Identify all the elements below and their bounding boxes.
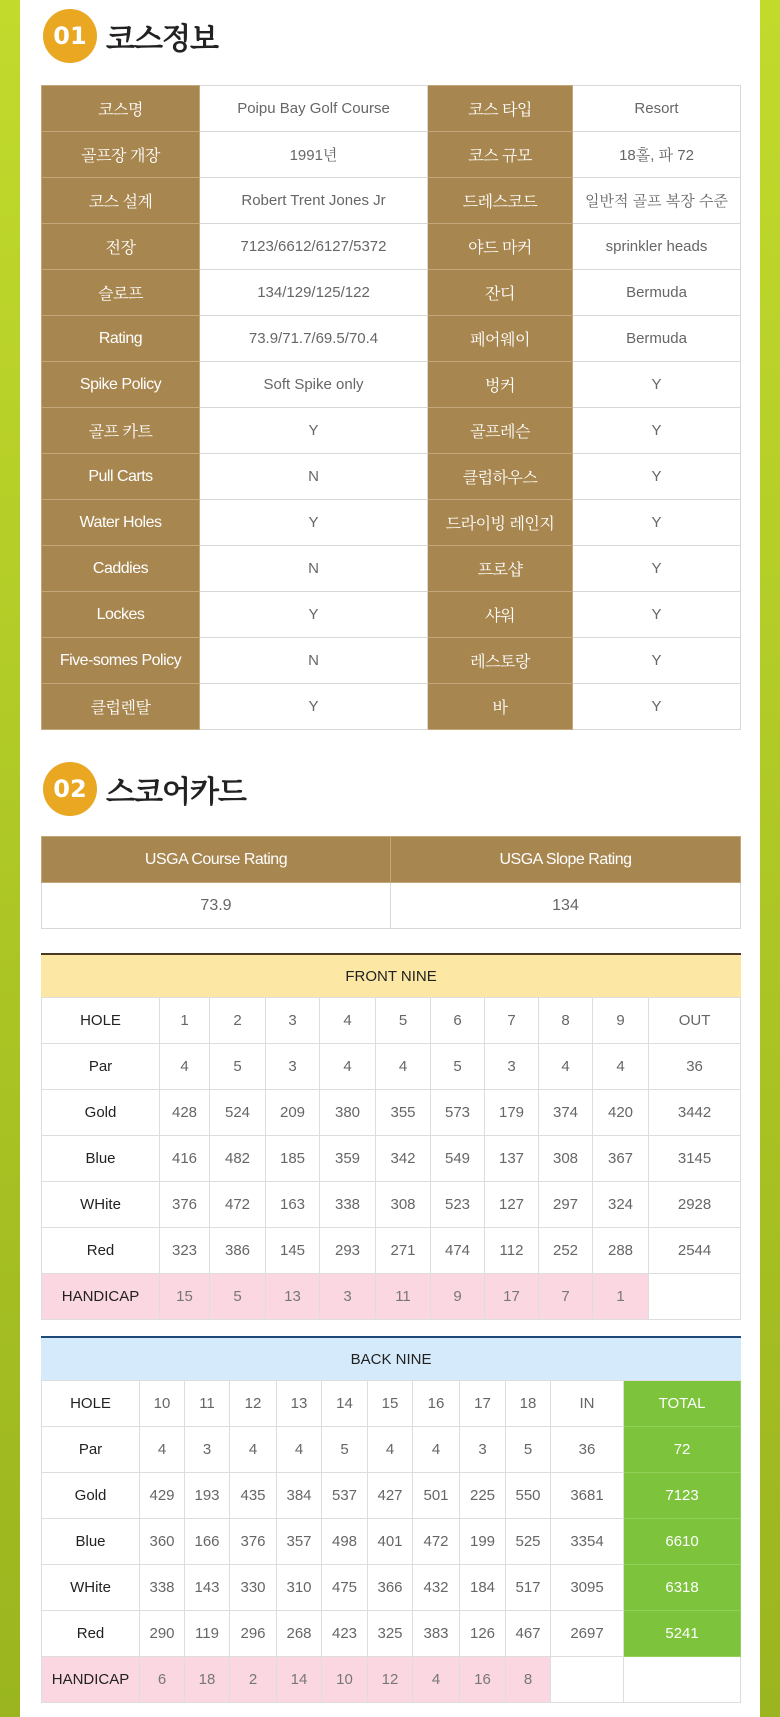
score-cell: TOTAL	[624, 1381, 741, 1427]
tee-row	[42, 1136, 741, 1182]
score-cell: 36	[649, 1044, 741, 1090]
row-label: Par	[42, 1427, 140, 1473]
score-cell: 360	[140, 1519, 185, 1565]
row-label: Gold	[42, 1473, 140, 1519]
score-cell: 429	[140, 1473, 185, 1519]
info-value: N	[200, 638, 428, 684]
info-label: 벙커	[428, 362, 573, 408]
course-info-table	[41, 85, 741, 730]
score-cell: 386	[210, 1228, 266, 1274]
back-nine-table	[41, 1336, 741, 1703]
info-label: 드레스코드	[428, 178, 573, 224]
course-info-title: 코스정보	[106, 22, 218, 57]
tee-row	[42, 1090, 741, 1136]
score-cell: 5	[210, 1274, 266, 1320]
info-value: N	[200, 546, 428, 592]
info-value: Y	[573, 500, 741, 546]
score-cell: 15	[160, 1274, 210, 1320]
row-label: HANDICAP	[42, 1274, 160, 1320]
info-value: Y	[573, 592, 741, 638]
info-label: 잔디	[428, 270, 573, 316]
score-cell: 4	[160, 1044, 210, 1090]
score-cell: 401	[368, 1519, 413, 1565]
score-cell: 376	[230, 1519, 277, 1565]
score-cell: 5	[431, 1044, 485, 1090]
score-cell: 366	[368, 1565, 413, 1611]
info-row	[42, 638, 741, 684]
info-value: Bermuda	[573, 316, 741, 362]
score-cell: 4	[413, 1427, 460, 1473]
score-cell: 324	[593, 1182, 649, 1228]
score-cell: 4	[376, 1044, 431, 1090]
score-cell: 185	[266, 1136, 320, 1182]
score-cell: 3	[320, 1274, 376, 1320]
score-cell: 13	[277, 1381, 322, 1427]
page-content	[20, 0, 760, 1717]
info-label: 골프레슨	[428, 408, 573, 454]
tee-row	[42, 1565, 741, 1611]
info-row	[42, 500, 741, 546]
score-cell: 8	[539, 998, 593, 1044]
score-cell: 4	[230, 1427, 277, 1473]
score-cell: 1	[593, 1274, 649, 1320]
score-cell: 252	[539, 1228, 593, 1274]
info-label: 야드 마커	[428, 224, 573, 270]
score-cell: 13	[266, 1274, 320, 1320]
score-cell: 18	[506, 1381, 551, 1427]
info-value: 7123/6612/6127/5372	[200, 224, 428, 270]
score-cell: 137	[485, 1136, 539, 1182]
score-cell: 517	[506, 1565, 551, 1611]
info-label: 골프 카트	[42, 408, 200, 454]
score-cell: 376	[160, 1182, 210, 1228]
score-cell: 14	[277, 1657, 322, 1703]
info-label: Caddies	[42, 546, 200, 592]
tee-row	[42, 1228, 741, 1274]
info-label: 드라이빙 레인지	[428, 500, 573, 546]
scorecard-header	[43, 761, 246, 817]
info-value: sprinkler heads	[573, 224, 741, 270]
score-cell: OUT	[649, 998, 741, 1044]
score-cell: 338	[320, 1182, 376, 1228]
score-cell: 325	[368, 1611, 413, 1657]
score-cell: 525	[506, 1519, 551, 1565]
score-cell: 3	[266, 1044, 320, 1090]
tee-row	[42, 1519, 741, 1565]
score-cell: 3	[266, 998, 320, 1044]
info-row	[42, 592, 741, 638]
score-cell: 4	[140, 1427, 185, 1473]
hole-header-row	[42, 998, 741, 1044]
info-row	[42, 684, 741, 730]
score-cell: 1	[160, 998, 210, 1044]
score-cell: 308	[376, 1182, 431, 1228]
score-cell: 323	[160, 1228, 210, 1274]
row-label: Blue	[42, 1136, 160, 1182]
score-cell: 5	[322, 1427, 368, 1473]
score-cell: 16	[413, 1381, 460, 1427]
score-cell: 5	[506, 1427, 551, 1473]
row-label: WHite	[42, 1565, 140, 1611]
score-cell: 166	[185, 1519, 230, 1565]
info-label: 골프장 개장	[42, 132, 200, 178]
score-cell: 5	[210, 1044, 266, 1090]
info-label: Pull Carts	[42, 454, 200, 500]
score-cell: 288	[593, 1228, 649, 1274]
info-value: 18홀, 파 72	[573, 132, 741, 178]
score-cell: 524	[210, 1090, 266, 1136]
score-cell: 474	[431, 1228, 485, 1274]
handicap-row	[42, 1657, 741, 1703]
info-row	[42, 546, 741, 592]
tee-row	[42, 1427, 741, 1473]
score-cell: 4	[413, 1657, 460, 1703]
info-value: Poipu Bay Golf Course	[200, 86, 428, 132]
row-label: WHite	[42, 1182, 160, 1228]
score-cell: 193	[185, 1473, 230, 1519]
info-value: Robert Trent Jones Jr	[200, 178, 428, 224]
score-cell: 199	[460, 1519, 506, 1565]
score-cell: 6610	[624, 1519, 741, 1565]
scorecard-title: 스코어카드	[106, 775, 246, 810]
score-cell: 482	[210, 1136, 266, 1182]
score-cell: 18	[185, 1657, 230, 1703]
score-cell: 179	[485, 1090, 539, 1136]
score-cell: 573	[431, 1090, 485, 1136]
score-cell: 427	[368, 1473, 413, 1519]
hole-header-row	[42, 1381, 741, 1427]
score-cell: 143	[185, 1565, 230, 1611]
info-label: Rating	[42, 316, 200, 362]
score-cell: 467	[506, 1611, 551, 1657]
score-cell: 549	[431, 1136, 485, 1182]
info-label: Spike Policy	[42, 362, 200, 408]
score-cell: 330	[230, 1565, 277, 1611]
score-cell: 9	[593, 998, 649, 1044]
usga-rating-table	[41, 836, 741, 929]
score-cell	[624, 1657, 741, 1703]
score-cell: 537	[322, 1473, 368, 1519]
info-value: Y	[573, 408, 741, 454]
score-cell: 17	[485, 1274, 539, 1320]
score-cell: 14	[322, 1381, 368, 1427]
info-value: 134/129/125/122	[200, 270, 428, 316]
info-value: Y	[200, 592, 428, 638]
score-cell: 163	[266, 1182, 320, 1228]
score-cell: 2697	[551, 1611, 624, 1657]
score-cell: 420	[593, 1090, 649, 1136]
score-cell: 310	[277, 1565, 322, 1611]
usga-course-rating-value: 73.9	[42, 883, 391, 929]
score-cell: 359	[320, 1136, 376, 1182]
info-label: 바	[428, 684, 573, 730]
row-label: Red	[42, 1611, 140, 1657]
score-cell: IN	[551, 1381, 624, 1427]
score-cell: 367	[593, 1136, 649, 1182]
info-label: 레스토랑	[428, 638, 573, 684]
score-cell: 119	[185, 1611, 230, 1657]
info-label: 샤워	[428, 592, 573, 638]
score-cell: 3	[460, 1427, 506, 1473]
usga-course-rating-label: USGA Course Rating	[42, 837, 391, 883]
info-label: 코스 타입	[428, 86, 573, 132]
info-label: 클럽하우스	[428, 454, 573, 500]
tee-row	[42, 1611, 741, 1657]
score-cell: 225	[460, 1473, 506, 1519]
info-value: Y	[573, 362, 741, 408]
score-cell: 342	[376, 1136, 431, 1182]
score-cell: 523	[431, 1182, 485, 1228]
info-row	[42, 408, 741, 454]
info-row	[42, 270, 741, 316]
score-cell: 72	[624, 1427, 741, 1473]
tee-row	[42, 1473, 741, 1519]
score-cell: 5241	[624, 1611, 741, 1657]
score-cell: 4	[277, 1427, 322, 1473]
info-label: 프로샵	[428, 546, 573, 592]
score-cell: 472	[413, 1519, 460, 1565]
info-label: 코스 설계	[42, 178, 200, 224]
score-cell: 475	[322, 1565, 368, 1611]
row-label: Par	[42, 1044, 160, 1090]
score-cell: 7123	[624, 1473, 741, 1519]
score-cell: 357	[277, 1519, 322, 1565]
row-label: HOLE	[42, 1381, 140, 1427]
row-label: HOLE	[42, 998, 160, 1044]
score-cell: 17	[460, 1381, 506, 1427]
score-cell: 3095	[551, 1565, 624, 1611]
score-cell: 11	[185, 1381, 230, 1427]
score-cell: 355	[376, 1090, 431, 1136]
info-row	[42, 86, 741, 132]
info-label: 클럽렌탈	[42, 684, 200, 730]
score-cell: 209	[266, 1090, 320, 1136]
score-cell: 384	[277, 1473, 322, 1519]
score-cell: 271	[376, 1228, 431, 1274]
info-value: Y	[573, 454, 741, 500]
info-value: Y	[200, 684, 428, 730]
score-cell: 9	[431, 1274, 485, 1320]
score-cell: 2	[210, 998, 266, 1044]
score-cell: 2	[230, 1657, 277, 1703]
score-cell: 498	[322, 1519, 368, 1565]
score-cell: 3442	[649, 1090, 741, 1136]
info-value: 1991년	[200, 132, 428, 178]
info-value: Y	[573, 546, 741, 592]
score-cell: 435	[230, 1473, 277, 1519]
section-number-badge: 01	[43, 9, 97, 63]
score-cell: 4	[320, 1044, 376, 1090]
score-cell: 10	[322, 1657, 368, 1703]
score-cell: 184	[460, 1565, 506, 1611]
score-cell: 11	[376, 1274, 431, 1320]
score-cell: 428	[160, 1090, 210, 1136]
score-cell: 6	[431, 998, 485, 1044]
score-cell: 7	[539, 1274, 593, 1320]
info-value: Bermuda	[573, 270, 741, 316]
score-cell: 3	[485, 1044, 539, 1090]
score-cell: 36	[551, 1427, 624, 1473]
tee-row	[42, 1044, 741, 1090]
info-row	[42, 178, 741, 224]
score-cell: 2928	[649, 1182, 741, 1228]
score-cell: 127	[485, 1182, 539, 1228]
score-cell: 290	[140, 1611, 185, 1657]
score-cell: 145	[266, 1228, 320, 1274]
score-cell: 472	[210, 1182, 266, 1228]
usga-slope-rating-label: USGA Slope Rating	[391, 837, 741, 883]
info-value: 일반적 골프 복장 수준	[573, 178, 741, 224]
info-value: Y	[573, 684, 741, 730]
score-cell: 15	[368, 1381, 413, 1427]
score-cell: 268	[277, 1611, 322, 1657]
info-value: Y	[200, 408, 428, 454]
score-cell: 380	[320, 1090, 376, 1136]
section-number-badge: 02	[43, 762, 97, 816]
info-label: 페어웨이	[428, 316, 573, 362]
info-value: Y	[573, 638, 741, 684]
row-label: Red	[42, 1228, 160, 1274]
info-row	[42, 224, 741, 270]
info-label: 전장	[42, 224, 200, 270]
info-row	[42, 454, 741, 500]
info-label: 코스명	[42, 86, 200, 132]
info-label: 코스 규모	[428, 132, 573, 178]
info-label: 슬로프	[42, 270, 200, 316]
score-cell: 3681	[551, 1473, 624, 1519]
score-cell	[551, 1657, 624, 1703]
info-label: Lockes	[42, 592, 200, 638]
score-cell: 126	[460, 1611, 506, 1657]
info-row	[42, 132, 741, 178]
info-value: N	[200, 454, 428, 500]
score-cell: 4	[593, 1044, 649, 1090]
score-cell: 423	[322, 1611, 368, 1657]
score-cell: 7	[485, 998, 539, 1044]
row-label: HANDICAP	[42, 1657, 140, 1703]
info-value: Y	[200, 500, 428, 546]
score-cell: 4	[539, 1044, 593, 1090]
back-nine-caption: BACK NINE	[42, 1337, 741, 1381]
info-value: 73.9/71.7/69.5/70.4	[200, 316, 428, 362]
score-cell: 16	[460, 1657, 506, 1703]
score-cell: 4	[368, 1427, 413, 1473]
score-cell: 2544	[649, 1228, 741, 1274]
score-cell: 3354	[551, 1519, 624, 1565]
score-cell: 293	[320, 1228, 376, 1274]
score-cell: 12	[368, 1657, 413, 1703]
info-label: Five-somes Policy	[42, 638, 200, 684]
info-value: Resort	[573, 86, 741, 132]
score-cell: 12	[230, 1381, 277, 1427]
score-cell	[649, 1274, 741, 1320]
info-value: Soft Spike only	[200, 362, 428, 408]
score-cell: 308	[539, 1136, 593, 1182]
score-cell: 6	[140, 1657, 185, 1703]
row-label: Gold	[42, 1090, 160, 1136]
front-nine-caption: FRONT NINE	[42, 954, 741, 998]
score-cell: 4	[320, 998, 376, 1044]
usga-slope-rating-value: 134	[391, 883, 741, 929]
score-cell: 3145	[649, 1136, 741, 1182]
score-cell: 6318	[624, 1565, 741, 1611]
score-cell: 296	[230, 1611, 277, 1657]
info-label: Water Holes	[42, 500, 200, 546]
info-row	[42, 316, 741, 362]
score-cell: 5	[376, 998, 431, 1044]
score-cell: 550	[506, 1473, 551, 1519]
score-cell: 338	[140, 1565, 185, 1611]
score-cell: 3	[185, 1427, 230, 1473]
front-nine-table	[41, 953, 741, 1320]
score-cell: 112	[485, 1228, 539, 1274]
row-label: Blue	[42, 1519, 140, 1565]
tee-row	[42, 1182, 741, 1228]
info-row	[42, 362, 741, 408]
score-cell: 10	[140, 1381, 185, 1427]
course-info-header	[43, 8, 218, 64]
score-cell: 374	[539, 1090, 593, 1136]
score-cell: 8	[506, 1657, 551, 1703]
score-cell: 501	[413, 1473, 460, 1519]
score-cell: 416	[160, 1136, 210, 1182]
score-cell: 432	[413, 1565, 460, 1611]
score-cell: 297	[539, 1182, 593, 1228]
handicap-row	[42, 1274, 741, 1320]
score-cell: 383	[413, 1611, 460, 1657]
